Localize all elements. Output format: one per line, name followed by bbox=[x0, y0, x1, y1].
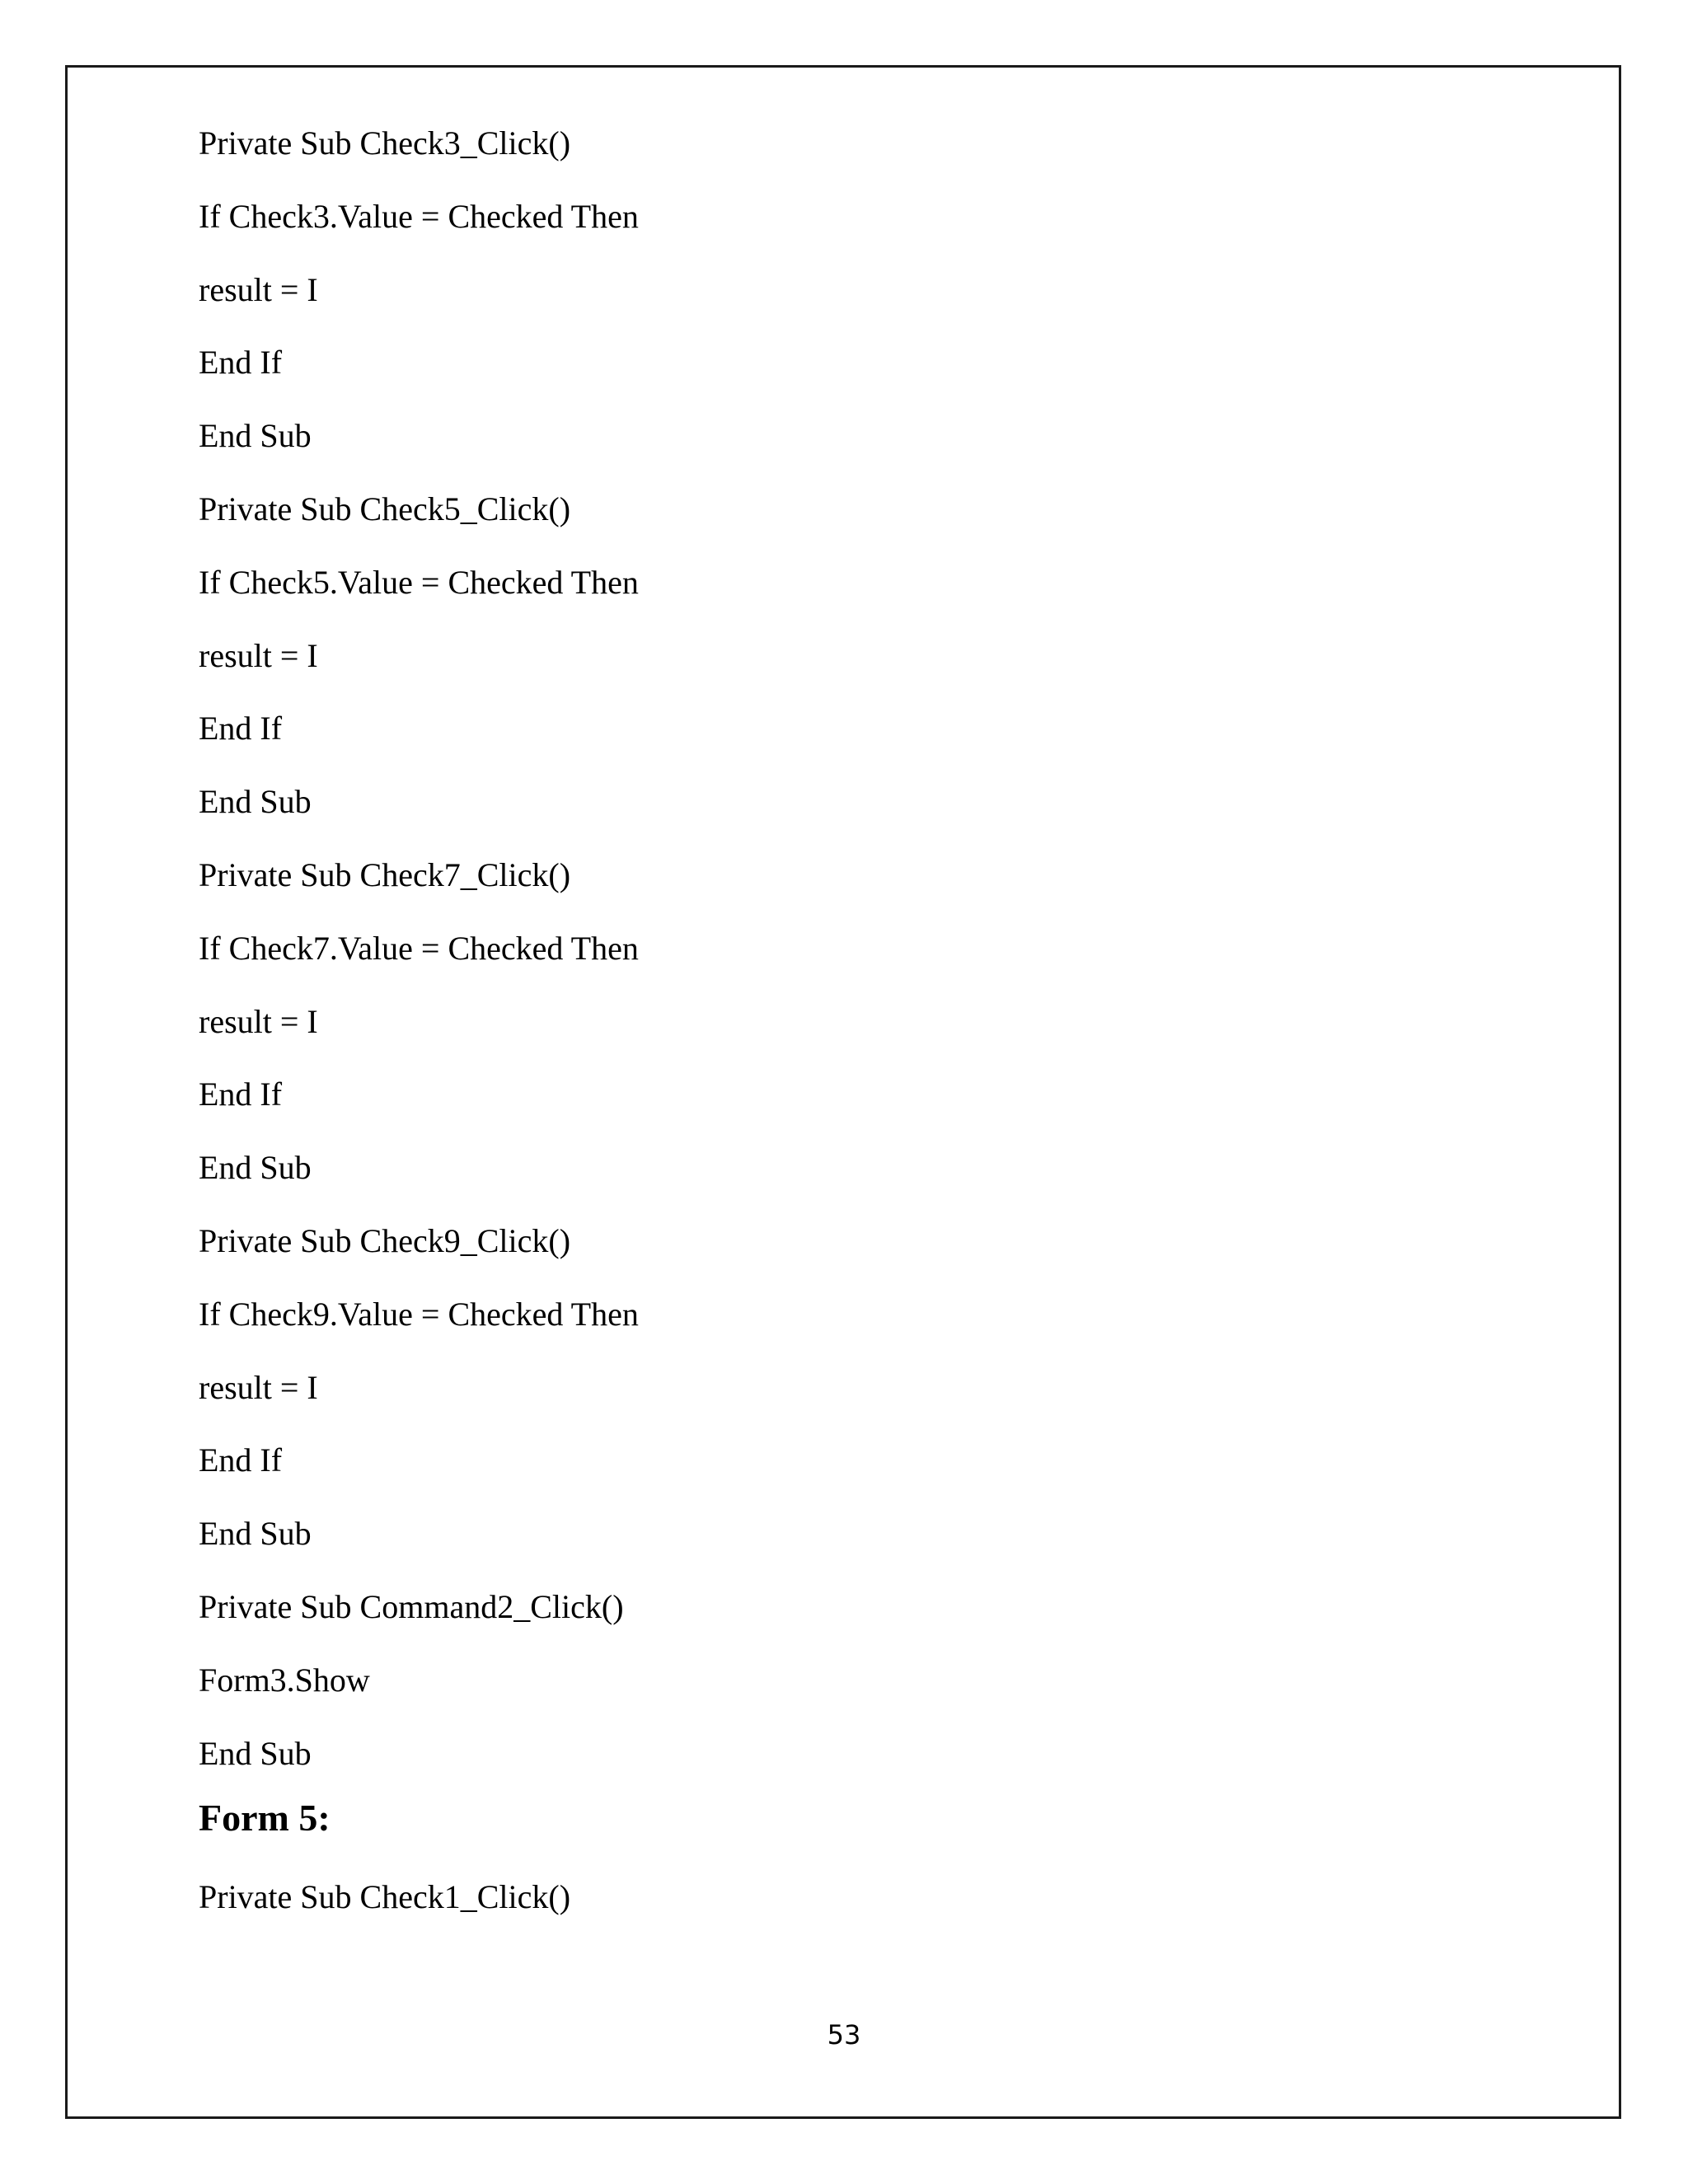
code-listing bbox=[199, 107, 1517, 1790]
code-line: Private Sub Command2_Click() bbox=[199, 1587, 624, 1625]
code-line: End If bbox=[199, 344, 283, 382]
code-line: Private Sub Check7_Click() bbox=[199, 855, 571, 893]
code-line: result = I bbox=[199, 1002, 318, 1040]
code-line: End If bbox=[199, 710, 283, 748]
code-line: result = I bbox=[199, 636, 318, 674]
code-line: End If bbox=[199, 1076, 283, 1113]
code-line: Private Sub Check5_Click() bbox=[199, 490, 571, 527]
code-line: End Sub bbox=[199, 1515, 312, 1553]
code-line: result = I bbox=[199, 270, 318, 308]
section-heading: Form 5: bbox=[199, 1797, 331, 1839]
code-line: End Sub bbox=[199, 1149, 312, 1187]
code-line: End Sub bbox=[199, 417, 312, 455]
code-line: If Check5.Value = Checked Then bbox=[199, 563, 639, 601]
code-line: If Check9.Value = Checked Then bbox=[199, 1295, 639, 1333]
code-line: result = I bbox=[199, 1368, 318, 1406]
code-line: End Sub bbox=[199, 1734, 312, 1772]
code-line: End Sub bbox=[199, 783, 312, 821]
code-line: Private Sub Check3_Click() bbox=[199, 124, 571, 162]
code-line: If Check3.Value = Checked Then bbox=[199, 197, 639, 235]
code-line: If Check7.Value = Checked Then bbox=[199, 929, 639, 967]
page-number: 53 bbox=[827, 2019, 861, 2050]
code-line: End If bbox=[199, 1441, 283, 1479]
code-line: Private Sub Check9_Click() bbox=[199, 1221, 571, 1259]
code-line: Form3.Show bbox=[199, 1661, 370, 1699]
code-line: Private Sub Check1_Click() bbox=[199, 1878, 571, 1915]
